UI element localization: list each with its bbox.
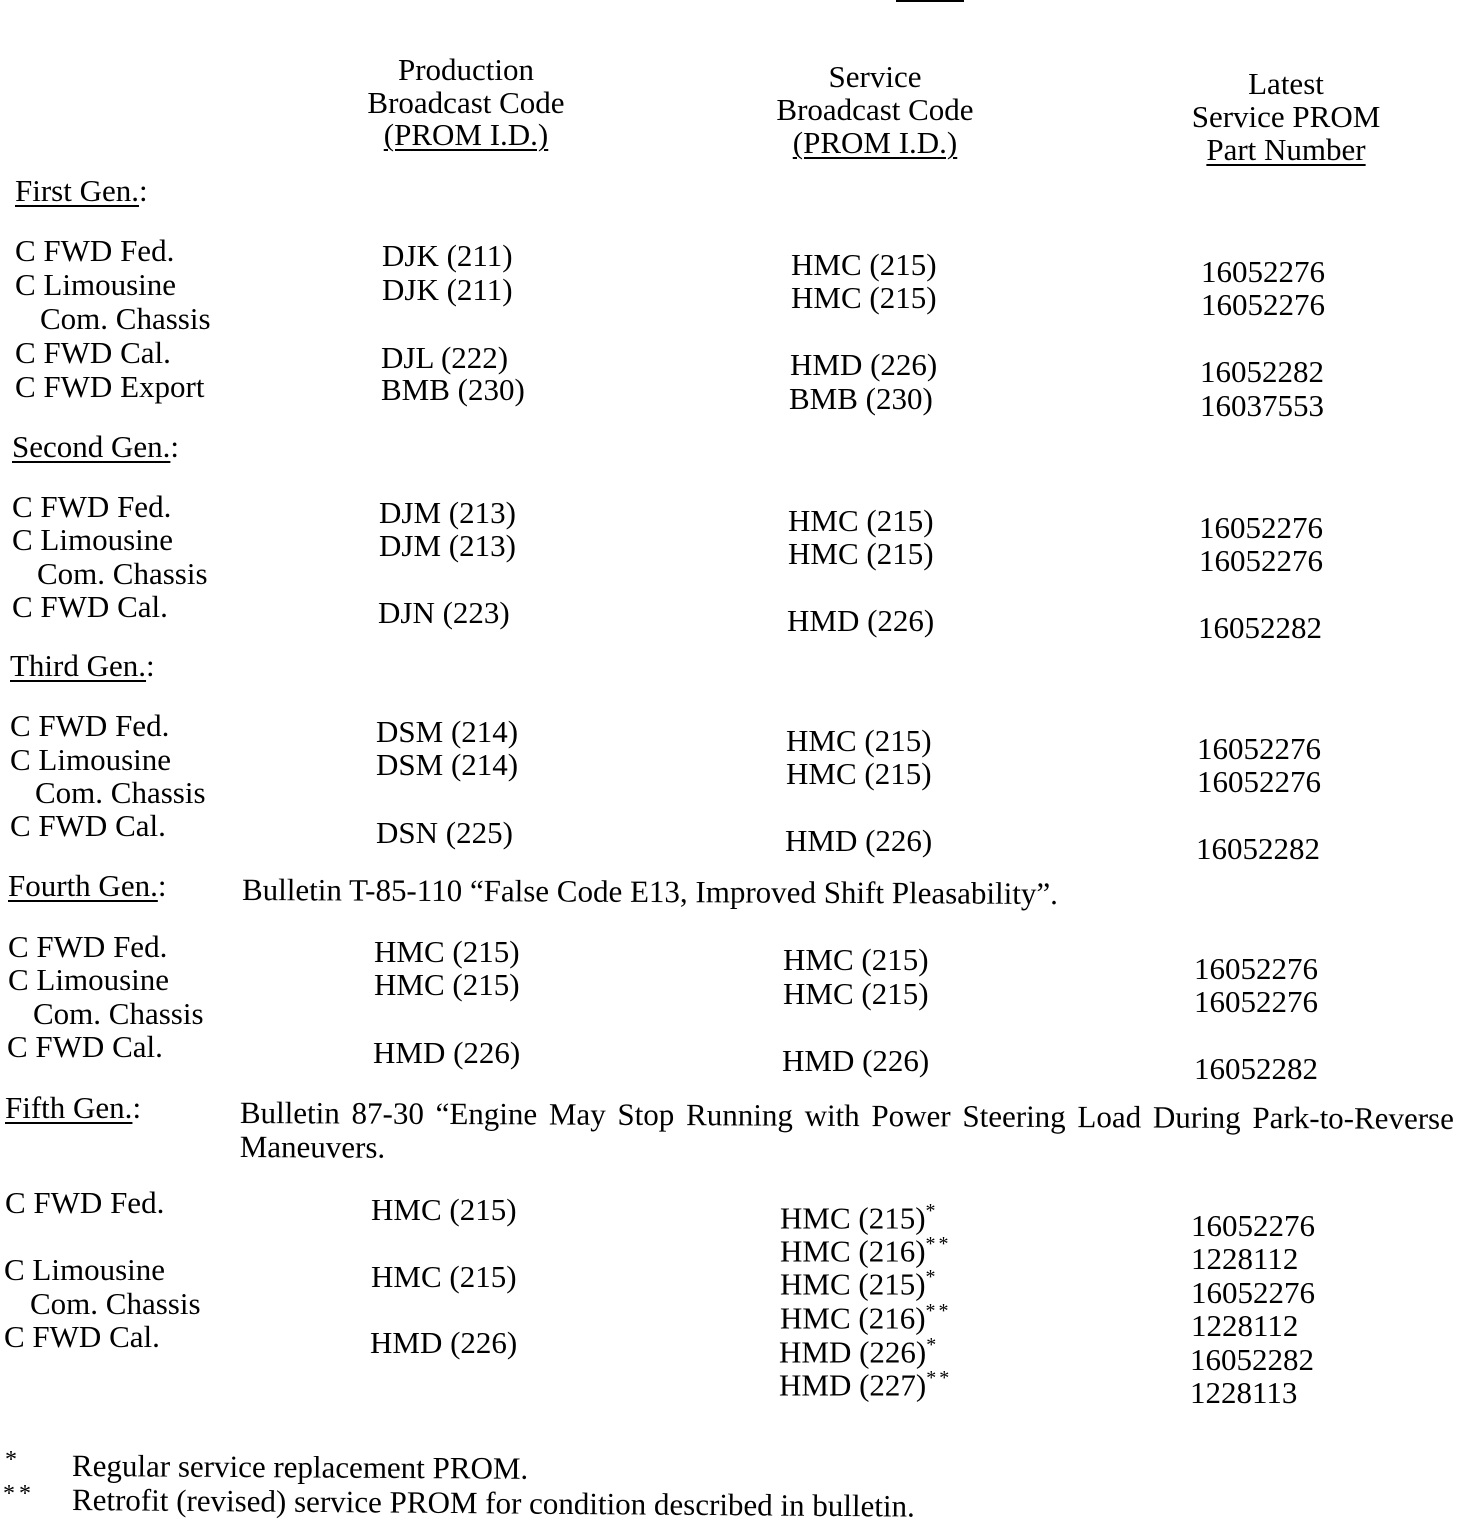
- row-name: C FWD Cal.: [15, 335, 171, 370]
- production-code: HMD (226): [373, 1035, 521, 1070]
- row-name: C FWD Fed.: [10, 708, 170, 743]
- row-name: C FWD Cal.: [10, 808, 166, 843]
- row-name: C FWD Fed.: [15, 233, 175, 268]
- header-production-line1: Production: [397, 52, 535, 87]
- bulletin-text: Bulletin T-85-110 “False Code E13, Improved Shift Pleasability”.: [241, 872, 1059, 911]
- production-code: DJM (213): [379, 528, 516, 563]
- part-number: 16037553: [1200, 388, 1324, 423]
- part-number: 1228112: [1191, 1308, 1299, 1343]
- row-name: C FWD Cal.: [12, 589, 168, 624]
- row-name: C Limousine: [4, 1252, 166, 1287]
- production-code: HMC (215): [371, 1259, 517, 1294]
- bulletin-text: Bulletin 87-30 “Engine May Stop Running with Power Steering Load During Park-to-Reverse Maneuvers.: [239, 1095, 1454, 1165]
- row-name: Com. Chassis: [33, 996, 204, 1031]
- footnote-marker: *: [5, 1447, 21, 1473]
- part-number: 16052276: [1199, 510, 1323, 545]
- production-code: DJM (213): [379, 495, 516, 530]
- service-code: HMD (226)*: [779, 1334, 937, 1370]
- production-code: DJL (222): [381, 340, 509, 375]
- row-name: C FWD Fed.: [12, 489, 172, 524]
- row-name: C FWD Export: [15, 369, 205, 404]
- row-name: C Limousine: [8, 962, 170, 997]
- service-code: HMC (215): [783, 976, 929, 1011]
- service-code: HMC (215)*: [780, 1266, 936, 1302]
- header-production-line2: Broadcast Code: [367, 85, 565, 120]
- production-code: BMB (230): [381, 372, 525, 407]
- part-number: 16052276: [1199, 543, 1323, 578]
- service-code: HMC (215): [786, 723, 932, 758]
- production-code: HMC (215): [374, 967, 520, 1002]
- row-name: C Limousine: [10, 742, 172, 777]
- header-service-line1: Service: [828, 59, 922, 94]
- header-service-line2: Broadcast Code: [776, 92, 974, 127]
- header-latest-line2: Service PROM: [1191, 99, 1381, 134]
- footnote-text: Retrofit (revised) service PROM for condition described in bulletin.: [71, 1482, 915, 1524]
- service-code: HMC (215): [783, 942, 929, 977]
- top-rule: [896, 0, 964, 2]
- production-code: DSN (225): [376, 815, 513, 850]
- service-code: HMD (226): [787, 603, 935, 638]
- row-name: C FWD Cal.: [7, 1029, 163, 1064]
- part-number: 16052276: [1194, 951, 1318, 986]
- service-code: HMC (215): [786, 756, 932, 791]
- row-name: C FWD Fed.: [5, 1185, 165, 1220]
- part-number: 16052282: [1194, 1051, 1318, 1086]
- part-number: 1228112: [1191, 1241, 1299, 1276]
- service-code: HMC (215): [788, 503, 934, 538]
- header-latest-line3: Part Number: [1206, 132, 1366, 167]
- gen-label: Third Gen.:: [10, 648, 155, 683]
- part-number: 1228113: [1190, 1375, 1298, 1410]
- service-code: HMD (226): [785, 823, 933, 858]
- part-number: 16052276: [1197, 764, 1321, 799]
- row-name: C Limousine: [12, 522, 174, 557]
- production-code: DJK (211): [382, 238, 513, 273]
- service-code: HMC (215): [791, 280, 937, 315]
- production-code: DSM (214): [376, 747, 519, 782]
- production-code: DSM (214): [376, 714, 519, 749]
- production-code: HMD (226): [370, 1325, 518, 1360]
- part-number: 16052282: [1198, 610, 1322, 645]
- gen-label: First Gen.:: [15, 173, 148, 208]
- row-name: Com. Chassis: [37, 556, 208, 591]
- gen-label: Second Gen.:: [12, 429, 180, 464]
- production-code: DJK (211): [382, 272, 513, 307]
- part-number: 16052276: [1201, 287, 1325, 322]
- part-number: 16052276: [1201, 254, 1325, 289]
- service-code: HMC (216)**: [780, 1300, 952, 1336]
- part-number: 16052282: [1190, 1342, 1314, 1377]
- service-code: HMC (216)**: [780, 1233, 952, 1269]
- production-code: HMC (215): [374, 934, 520, 969]
- part-number: 16052282: [1200, 354, 1324, 389]
- part-number: 16052276: [1191, 1275, 1315, 1310]
- footnote-marker: **: [3, 1481, 35, 1507]
- gen-label: Fourth Gen.:: [8, 868, 167, 903]
- header-latest-line1: Latest: [1248, 66, 1324, 101]
- part-number: 16052276: [1194, 984, 1318, 1019]
- row-name: C FWD Cal.: [4, 1319, 160, 1354]
- row-name: C Limousine: [15, 267, 177, 302]
- part-number: 16052276: [1191, 1208, 1315, 1243]
- service-code: HMC (215): [788, 536, 934, 571]
- production-code: HMC (215): [371, 1192, 517, 1227]
- header-production-line3: (PROM I.D.): [383, 117, 549, 152]
- service-code: HMC (215)*: [780, 1200, 936, 1236]
- service-code: HMC (215): [791, 247, 937, 282]
- part-number: 16052276: [1197, 731, 1321, 766]
- gen-label: Fifth Gen.:: [5, 1090, 142, 1125]
- service-code: HMD (227)**: [779, 1367, 953, 1403]
- service-code: HMD (226): [782, 1043, 930, 1078]
- footnote-text: Regular service replacement PROM.: [71, 1448, 529, 1486]
- row-name: Com. Chassis: [30, 1286, 201, 1321]
- row-name: C FWD Fed.: [8, 929, 168, 964]
- row-name: Com. Chassis: [40, 301, 211, 336]
- service-code: HMD (226): [790, 347, 938, 382]
- service-code: BMB (230): [789, 381, 933, 416]
- row-name: Com. Chassis: [35, 775, 206, 810]
- header-service-line3: (PROM I.D.): [792, 125, 958, 160]
- part-number: 16052282: [1196, 831, 1320, 866]
- production-code: DJN (223): [378, 595, 510, 630]
